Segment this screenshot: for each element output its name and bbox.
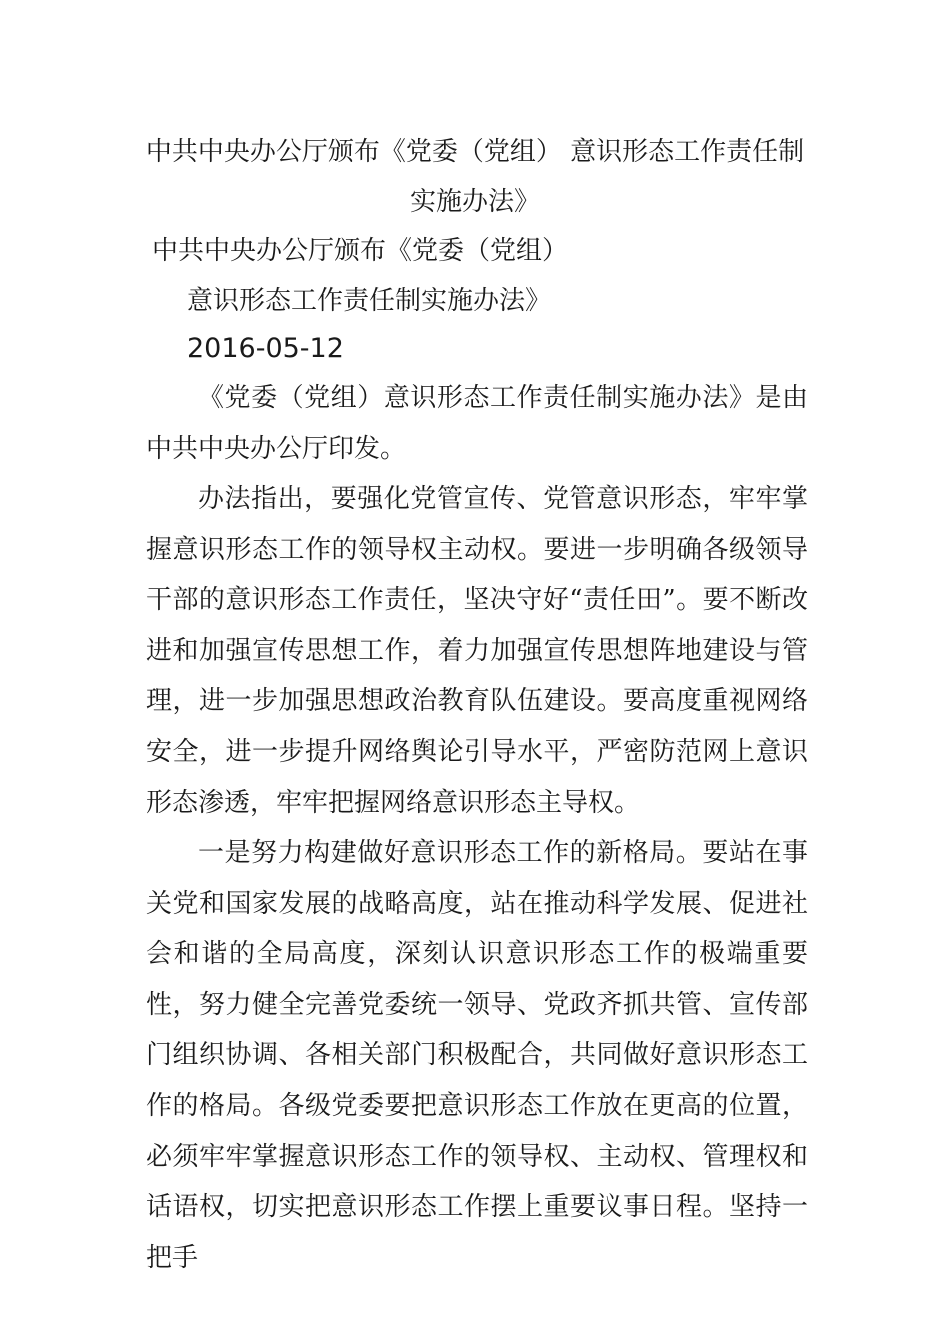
body-paragraph-3: 一是努力构建做好意识形态工作的新格局。要站在事关党和国家发展的战略高度，站在推动科学发展、促进社会和谐的全局高度，深刻认识意识形态工作的极端重要性，努力健全完善党委统一领导、党政齐抓共管、宣传部门组织协调、各相关部门积极配合，共同做好意识形态工作的格局。各级党委要把意识形态工作放在更高的位置，必须牢牢掌握意识形态工作的领导权、主动权、管理权和话语权，切实把意识形态工作摆上重要议事日程。坚持一把手 <box>146 838 808 1273</box>
document-title-line-1: 中共中央办公厅颁布《党委（党组） 意识形态工作责任制 <box>145 137 805 167</box>
document-title-line-2: 实施办法》 <box>409 187 540 217</box>
body-paragraph-1: 《党委（党组）意识形态工作责任制实施办法》是由中共中央办公厅印发。 <box>146 383 808 464</box>
article-heading-line-1: 中共中央办公厅颁布《党委（党组） <box>152 236 569 266</box>
article-heading-line-2: 意识形态工作责任制实施办法》 <box>187 286 552 316</box>
body-paragraph-2: 办法指出，要强化党管宣传、党管意识形态，牢牢掌握意识形态工作的领导权主动权。要进一步明确各级领导干部的意识形态工作责任，坚决守好“责任田”。要不断改进和加强宣传思想工作，着力加强宣传思想阵地建设与管理，进一步加强思想政治教育队伍建设。要高度重视网络安全，进一步提升网络舆论引导水平，严密防范网上意识形态渗透，牢牢把握网络意识形态主导权。 <box>146 484 808 818</box>
publish-date: 2016-05-12 <box>187 333 344 364</box>
